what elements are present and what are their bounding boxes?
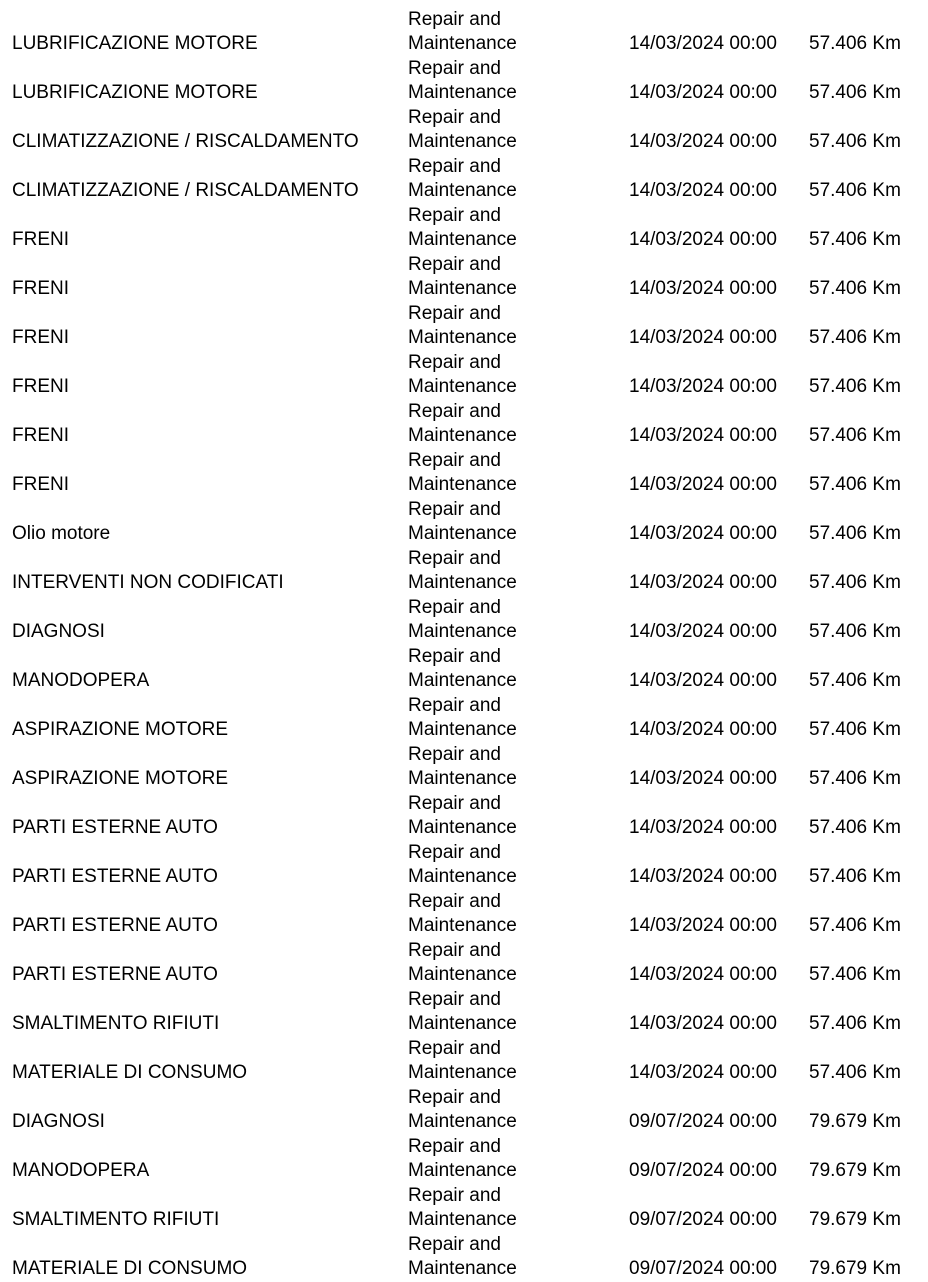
description-cell: FRENI bbox=[12, 229, 69, 250]
mileage-cell: 57.406 Km bbox=[809, 915, 901, 936]
mileage-cell: 79.679 Km bbox=[809, 1160, 901, 1181]
date-cell: 14/03/2024 00:00 bbox=[629, 180, 777, 201]
table-row bbox=[0, 302, 928, 351]
category-cell-line1: Repair and bbox=[408, 1234, 501, 1255]
category-cell-line2: Maintenance bbox=[408, 180, 517, 201]
date-cell: 09/07/2024 00:00 bbox=[629, 1111, 777, 1132]
date-cell: 09/07/2024 00:00 bbox=[629, 1209, 777, 1230]
mileage-cell: 57.406 Km bbox=[809, 670, 901, 691]
category-cell-line2: Maintenance bbox=[408, 915, 517, 936]
date-cell: 14/03/2024 00:00 bbox=[629, 964, 777, 985]
date-cell: 09/07/2024 00:00 bbox=[629, 1258, 777, 1279]
date-cell: 14/03/2024 00:00 bbox=[629, 719, 777, 740]
table-row bbox=[0, 1037, 928, 1086]
category-cell-line2: Maintenance bbox=[408, 1062, 517, 1083]
table-row bbox=[0, 547, 928, 596]
mileage-cell: 57.406 Km bbox=[809, 866, 901, 887]
table-row bbox=[0, 1086, 928, 1135]
category-cell-line1: Repair and bbox=[408, 58, 501, 79]
category-cell-line2: Maintenance bbox=[408, 1111, 517, 1132]
date-cell: 09/07/2024 00:00 bbox=[629, 1160, 777, 1181]
category-cell-line2: Maintenance bbox=[408, 327, 517, 348]
mileage-cell: 57.406 Km bbox=[809, 376, 901, 397]
description-cell: SMALTIMENTO RIFIUTI bbox=[12, 1013, 220, 1034]
category-cell-line2: Maintenance bbox=[408, 82, 517, 103]
mileage-cell: 57.406 Km bbox=[809, 82, 901, 103]
category-cell-line2: Maintenance bbox=[408, 866, 517, 887]
table-row bbox=[0, 939, 928, 988]
table-row bbox=[0, 792, 928, 841]
mileage-cell: 57.406 Km bbox=[809, 229, 901, 250]
category-cell-line1: Repair and bbox=[408, 450, 501, 471]
category-cell-line1: Repair and bbox=[408, 744, 501, 765]
date-cell: 14/03/2024 00:00 bbox=[629, 425, 777, 446]
table-row bbox=[0, 106, 928, 155]
category-cell-line1: Repair and bbox=[408, 205, 501, 226]
category-cell-line2: Maintenance bbox=[408, 719, 517, 740]
category-cell-line1: Repair and bbox=[408, 401, 501, 422]
mileage-cell: 57.406 Km bbox=[809, 327, 901, 348]
category-cell-line1: Repair and bbox=[408, 9, 501, 30]
category-cell-line1: Repair and bbox=[408, 1087, 501, 1108]
description-cell: CLIMATIZZAZIONE / RISCALDAMENTO bbox=[12, 180, 359, 201]
category-cell-line1: Repair and bbox=[408, 352, 501, 373]
mileage-cell: 79.679 Km bbox=[809, 1111, 901, 1132]
date-cell: 14/03/2024 00:00 bbox=[629, 866, 777, 887]
category-cell-line2: Maintenance bbox=[408, 670, 517, 691]
date-cell: 14/03/2024 00:00 bbox=[629, 572, 777, 593]
table-row bbox=[0, 351, 928, 400]
mileage-cell: 57.406 Km bbox=[809, 278, 901, 299]
category-cell-line2: Maintenance bbox=[408, 278, 517, 299]
mileage-cell: 57.406 Km bbox=[809, 131, 901, 152]
table-row bbox=[0, 1135, 928, 1184]
description-cell: DIAGNOSI bbox=[12, 1111, 105, 1132]
mileage-cell: 57.406 Km bbox=[809, 572, 901, 593]
description-cell: FRENI bbox=[12, 376, 69, 397]
description-cell: DIAGNOSI bbox=[12, 621, 105, 642]
description-cell: SMALTIMENTO RIFIUTI bbox=[12, 1209, 220, 1230]
category-cell-line1: Repair and bbox=[408, 695, 501, 716]
category-cell-line2: Maintenance bbox=[408, 621, 517, 642]
category-cell-line1: Repair and bbox=[408, 548, 501, 569]
category-cell-line2: Maintenance bbox=[408, 425, 517, 446]
description-cell: PARTI ESTERNE AUTO bbox=[12, 915, 218, 936]
maintenance-records-list bbox=[0, 8, 928, 1282]
date-cell: 14/03/2024 00:00 bbox=[629, 1013, 777, 1034]
table-row bbox=[0, 1184, 928, 1233]
table-row bbox=[0, 988, 928, 1037]
description-cell: ASPIRAZIONE MOTORE bbox=[12, 719, 229, 740]
category-cell-line2: Maintenance bbox=[408, 131, 517, 152]
description-cell: LUBRIFICAZIONE MOTORE bbox=[12, 82, 258, 103]
category-cell-line2: Maintenance bbox=[408, 768, 517, 789]
table-row bbox=[0, 596, 928, 645]
date-cell: 14/03/2024 00:00 bbox=[629, 523, 777, 544]
mileage-cell: 57.406 Km bbox=[809, 621, 901, 642]
date-cell: 14/03/2024 00:00 bbox=[629, 82, 777, 103]
table-row bbox=[0, 400, 928, 449]
category-cell-line1: Repair and bbox=[408, 793, 501, 814]
category-cell-line1: Repair and bbox=[408, 1185, 501, 1206]
description-cell: LUBRIFICAZIONE MOTORE bbox=[12, 33, 258, 54]
description-cell: PARTI ESTERNE AUTO bbox=[12, 866, 218, 887]
table-row bbox=[0, 498, 928, 547]
description-cell: MATERIALE DI CONSUMO bbox=[12, 1062, 248, 1083]
category-cell-line1: Repair and bbox=[408, 646, 501, 667]
description-cell: FRENI bbox=[12, 327, 69, 348]
category-cell-line1: Repair and bbox=[408, 156, 501, 177]
category-cell-line2: Maintenance bbox=[408, 523, 517, 544]
description-cell: PARTI ESTERNE AUTO bbox=[12, 817, 218, 838]
mileage-cell: 57.406 Km bbox=[809, 474, 901, 495]
description-cell: MANODOPERA bbox=[12, 670, 150, 691]
description-cell: Olio motore bbox=[12, 523, 111, 544]
mileage-cell: 57.406 Km bbox=[809, 180, 901, 201]
category-cell-line2: Maintenance bbox=[408, 572, 517, 593]
category-cell-line2: Maintenance bbox=[408, 817, 517, 838]
category-cell-line2: Maintenance bbox=[408, 229, 517, 250]
category-cell-line1: Repair and bbox=[408, 254, 501, 275]
date-cell: 14/03/2024 00:00 bbox=[629, 33, 777, 54]
table-row bbox=[0, 890, 928, 939]
category-cell-line2: Maintenance bbox=[408, 376, 517, 397]
description-cell: MANODOPERA bbox=[12, 1160, 150, 1181]
date-cell: 14/03/2024 00:00 bbox=[629, 278, 777, 299]
date-cell: 14/03/2024 00:00 bbox=[629, 1062, 777, 1083]
category-cell-line2: Maintenance bbox=[408, 964, 517, 985]
description-cell: MATERIALE DI CONSUMO bbox=[12, 1258, 248, 1279]
date-cell: 14/03/2024 00:00 bbox=[629, 670, 777, 691]
category-cell-line1: Repair and bbox=[408, 989, 501, 1010]
date-cell: 14/03/2024 00:00 bbox=[629, 817, 777, 838]
date-cell: 14/03/2024 00:00 bbox=[629, 768, 777, 789]
category-cell-line2: Maintenance bbox=[408, 1209, 517, 1230]
table-row bbox=[0, 449, 928, 498]
category-cell-line2: Maintenance bbox=[408, 1160, 517, 1181]
description-cell: PARTI ESTERNE AUTO bbox=[12, 964, 218, 985]
mileage-cell: 57.406 Km bbox=[809, 768, 901, 789]
mileage-cell: 57.406 Km bbox=[809, 33, 901, 54]
mileage-cell: 57.406 Km bbox=[809, 817, 901, 838]
category-cell-line1: Repair and bbox=[408, 842, 501, 863]
mileage-cell: 57.406 Km bbox=[809, 425, 901, 446]
date-cell: 14/03/2024 00:00 bbox=[629, 474, 777, 495]
category-cell-line2: Maintenance bbox=[408, 1013, 517, 1034]
description-cell: ASPIRAZIONE MOTORE bbox=[12, 768, 229, 789]
mileage-cell: 57.406 Km bbox=[809, 523, 901, 544]
date-cell: 14/03/2024 00:00 bbox=[629, 327, 777, 348]
mileage-cell: 57.406 Km bbox=[809, 719, 901, 740]
category-cell-line1: Repair and bbox=[408, 891, 501, 912]
mileage-cell: 57.406 Km bbox=[809, 964, 901, 985]
mileage-cell: 57.406 Km bbox=[809, 1013, 901, 1034]
description-cell: INTERVENTI NON CODIFICATI bbox=[12, 572, 284, 593]
table-row bbox=[0, 8, 928, 57]
description-cell: CLIMATIZZAZIONE / RISCALDAMENTO bbox=[12, 131, 359, 152]
date-cell: 14/03/2024 00:00 bbox=[629, 621, 777, 642]
table-row bbox=[0, 253, 928, 302]
table-row bbox=[0, 155, 928, 204]
category-cell-line1: Repair and bbox=[408, 303, 501, 324]
table-row bbox=[0, 743, 928, 792]
date-cell: 14/03/2024 00:00 bbox=[629, 376, 777, 397]
category-cell-line1: Repair and bbox=[408, 1038, 501, 1059]
mileage-cell: 57.406 Km bbox=[809, 1062, 901, 1083]
category-cell-line1: Repair and bbox=[408, 940, 501, 961]
table-row bbox=[0, 694, 928, 743]
category-cell-line2: Maintenance bbox=[408, 1258, 517, 1279]
category-cell-line1: Repair and bbox=[408, 1136, 501, 1157]
date-cell: 14/03/2024 00:00 bbox=[629, 915, 777, 936]
table-row bbox=[0, 1233, 928, 1282]
category-cell-line2: Maintenance bbox=[408, 474, 517, 495]
category-cell-line1: Repair and bbox=[408, 499, 501, 520]
table-row bbox=[0, 645, 928, 694]
description-cell: FRENI bbox=[12, 474, 69, 495]
category-cell-line1: Repair and bbox=[408, 107, 501, 128]
date-cell: 14/03/2024 00:00 bbox=[629, 131, 777, 152]
mileage-cell: 79.679 Km bbox=[809, 1209, 901, 1230]
table-row bbox=[0, 841, 928, 890]
table-row bbox=[0, 204, 928, 253]
table-row bbox=[0, 57, 928, 106]
category-cell-line2: Maintenance bbox=[408, 33, 517, 54]
category-cell-line1: Repair and bbox=[408, 597, 501, 618]
date-cell: 14/03/2024 00:00 bbox=[629, 229, 777, 250]
description-cell: FRENI bbox=[12, 425, 69, 446]
mileage-cell: 79.679 Km bbox=[809, 1258, 901, 1279]
description-cell: FRENI bbox=[12, 278, 69, 299]
